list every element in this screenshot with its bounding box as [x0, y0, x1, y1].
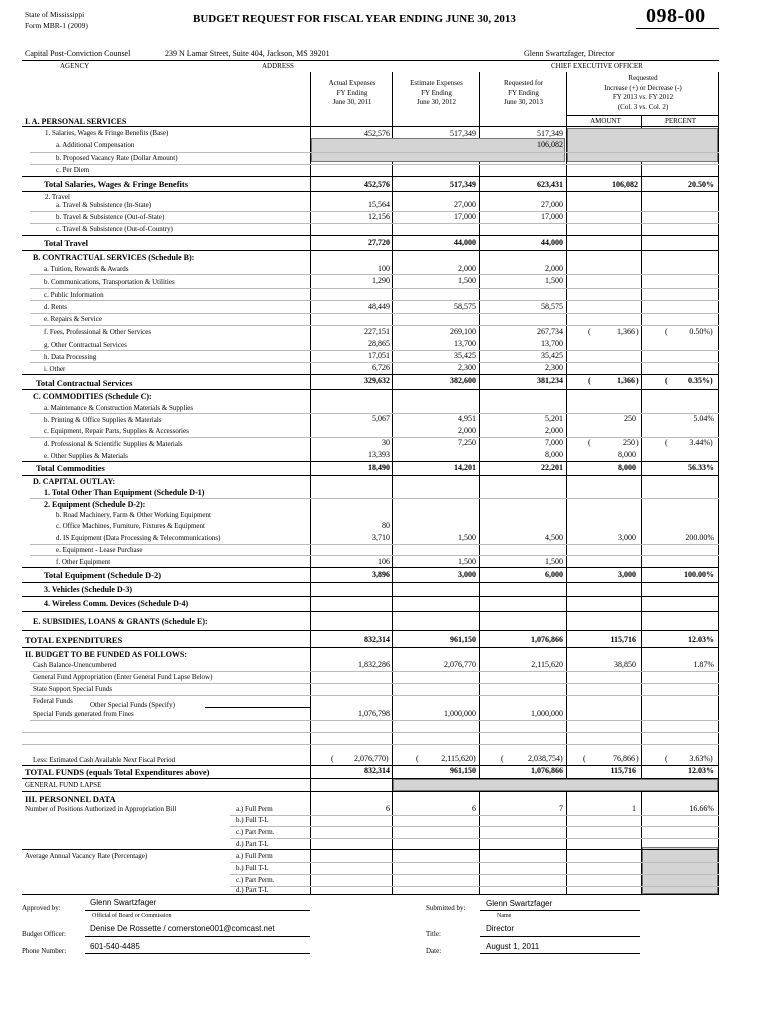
- cell: 1,076,866: [531, 766, 563, 775]
- cell: 452,576: [364, 129, 390, 138]
- cell: 8,000: [618, 450, 636, 459]
- cell: 100.00%: [684, 570, 714, 579]
- cell: 5,067: [372, 414, 390, 423]
- cell: 2,076,770: [354, 754, 386, 763]
- budget-officer-label: Budget Officer:: [22, 930, 66, 938]
- cell: 5.04%: [693, 414, 714, 423]
- cell: 1,290: [372, 276, 390, 285]
- cell: 5,201: [545, 414, 563, 423]
- row-pos-b-label: b.) Full T-L: [236, 816, 269, 824]
- row-vacancy-rate-label: Average Annual Vacancy Rate (Percentage): [25, 852, 148, 860]
- cell: 4,500: [545, 533, 563, 542]
- cell: 3,896: [372, 570, 390, 579]
- shaded-box: [393, 779, 718, 791]
- row-equipment-label: 2. Equipment (Schedule D-2):: [44, 500, 146, 509]
- paren: ): [636, 327, 639, 336]
- cell: 6,726: [372, 363, 390, 372]
- cell: 35,425: [454, 351, 476, 360]
- row-printing-label: b. Printing & Office Supplies & Materials: [44, 416, 162, 424]
- row-office-mach-label: c. Office Machines, Furniture, Fixtures & Equipment: [56, 522, 205, 530]
- cell: 38,850: [614, 660, 636, 669]
- agency-caption: AGENCY: [60, 62, 90, 70]
- paren: (: [665, 376, 668, 385]
- cell: 100: [378, 264, 390, 273]
- cell: 115,716: [610, 766, 636, 775]
- agency-address: 239 N Lamar Street, Suite 404, Jackson, MS 39201: [165, 49, 330, 58]
- section-funded: II. BUDGET TO BE FUNDED AS FOLLOWS:: [25, 650, 188, 659]
- section-commodities: C. COMMODITIES (Schedule C):: [33, 392, 152, 401]
- cell: 17,000: [541, 212, 563, 221]
- cell: 1,366: [617, 376, 635, 385]
- cell: 56.33%: [688, 463, 714, 472]
- row-repairs-label: e. Repairs & Service: [44, 315, 102, 323]
- cell: 76,866: [613, 754, 635, 763]
- paren: (: [665, 438, 668, 447]
- row-addl-comp-label: a. Additional Compensation: [56, 141, 135, 149]
- cell: 3,000: [618, 570, 636, 579]
- paren: ): [386, 754, 389, 763]
- col-estimate-header: Estimate Expenses FY Ending June 30, 2012: [410, 79, 463, 106]
- submitted-by-value: Glenn Swartzfager: [486, 899, 553, 908]
- cell: 12.03%: [688, 635, 714, 644]
- header-rule: [22, 60, 719, 61]
- cell: 832,314: [364, 766, 390, 775]
- paren: ): [560, 754, 563, 763]
- paren: (: [665, 754, 668, 763]
- paren: (: [588, 327, 591, 336]
- cell: 7: [559, 804, 563, 813]
- paren: ): [636, 438, 639, 447]
- cell: 0.50%: [689, 327, 710, 336]
- cell: 4,951: [458, 414, 476, 423]
- cell: 20.50%: [688, 180, 714, 189]
- row-per-diem-label: c. Per Diem: [56, 166, 90, 174]
- cell: 2,000: [458, 264, 476, 273]
- cell: 58,575: [541, 302, 563, 311]
- row-cash-bal-label: Cash Balance-Unencumbered: [33, 661, 117, 669]
- row-rents-label: d. Rents: [44, 303, 67, 311]
- cell: 14,201: [454, 463, 476, 472]
- cell: 2,000: [545, 264, 563, 273]
- cell: 17,000: [454, 212, 476, 221]
- paren: ): [710, 438, 713, 447]
- phone-value: 601-540-4485: [90, 942, 140, 951]
- form-id: Form MBR-1 (2009): [25, 21, 88, 30]
- row-pos-c-label: c.) Part Perm.: [236, 828, 275, 836]
- row-less-est-label: Less: Estimated Cash Available Next Fiscal Period: [33, 756, 176, 764]
- row-pos-c-label: c.) Part Perm.: [236, 876, 275, 884]
- shaded-box: [567, 128, 718, 162]
- cell: 2,000: [545, 426, 563, 435]
- section-personnel: III. PERSONNEL DATA: [25, 794, 116, 804]
- cell: 200.00%: [685, 533, 714, 542]
- cell: 13,700: [454, 339, 476, 348]
- cell: 329,632: [364, 376, 390, 385]
- paren: (: [588, 438, 591, 447]
- cell: 6: [472, 804, 476, 813]
- cell: 48,449: [368, 302, 390, 311]
- cell: 382,600: [450, 376, 476, 385]
- row-other-special-label: Other Special Funds (Specify): [90, 701, 175, 709]
- cell: 106,082: [537, 140, 563, 149]
- cell: 961,150: [450, 635, 476, 644]
- cell: 8,000: [545, 450, 563, 459]
- row-wireless-label: 4. Wireless Comm. Devices (Schedule D-4): [44, 599, 189, 608]
- section-subsidies: E. SUBSIDIES, LOANS & GRANTS (Schedule E):: [33, 617, 208, 626]
- row-salaries-label: 1. Salaries, Wages & Fringe Benefits (Base): [45, 129, 169, 137]
- cell: 13,700: [541, 339, 563, 348]
- cell: 1,000,000: [531, 709, 563, 718]
- section-capital: D. CAPITAL OUTLAY:: [33, 477, 116, 486]
- paren: ): [710, 754, 713, 763]
- title-label: Title:: [426, 930, 441, 938]
- row-gf-lapse-label: GENERAL FUND LAPSE: [25, 781, 102, 789]
- row-total-funds-label: TOTAL FUNDS (equals Total Expenditures above): [25, 767, 210, 777]
- row-equip-repair-label: c. Equipment, Repair Parts, Supplies & Accessories: [44, 427, 189, 435]
- date-value: August 1, 2011: [486, 942, 540, 951]
- row-public-info-label: c. Public Information: [44, 291, 104, 299]
- cell: 28,865: [368, 339, 390, 348]
- cell: 1,076,798: [358, 709, 390, 718]
- cell: 1,000,000: [444, 709, 476, 718]
- col-actual-header: Actual Expenses FY Ending June 30, 2011: [328, 79, 376, 106]
- paren: ): [473, 754, 476, 763]
- agency-name: Capital Post-Conviction Counsel: [25, 49, 131, 58]
- approved-by-caption: Official of Board or Commission: [92, 913, 172, 919]
- paren: (: [583, 754, 586, 763]
- cell: 1,500: [458, 276, 476, 285]
- cell: 517,349: [450, 129, 476, 138]
- col-requested-header: Requested for FY Ending June 30, 2013: [503, 79, 544, 106]
- row-travel-out-label: b. Travel & Subsistence (Out-of-State): [56, 213, 165, 221]
- paren: ): [636, 376, 639, 385]
- row-vacancy-label: b. Proposed Vacancy Rate (Dollar Amount): [56, 154, 178, 162]
- title-value: Director: [486, 924, 515, 933]
- row-other-i-label: i. Other: [44, 365, 66, 373]
- cell: 15,564: [368, 200, 390, 209]
- cell: 832,314: [364, 635, 390, 644]
- cell: 3,710: [372, 533, 390, 542]
- cell: 1.87%: [693, 660, 714, 669]
- row-travel-in-label: a. Travel & Subsistence (In-State): [56, 201, 152, 209]
- row-travel-country-label: c. Travel & Subsistence (Out-of-Country): [56, 225, 173, 233]
- row-other-than-equip-label: 1. Total Other Than Equipment (Schedule D-1): [44, 488, 205, 497]
- cell: 6,000: [545, 570, 563, 579]
- cell: 115,716: [610, 635, 636, 644]
- cell: 2,115,620: [531, 660, 563, 669]
- cell: 27,720: [368, 238, 390, 247]
- cell: 1,500: [458, 557, 476, 566]
- cell: 517,349: [537, 129, 563, 138]
- cell: 1,366: [617, 327, 635, 336]
- col-change-header: Requested Increase (+) or Decrease (-) FY 2013 vs. FY 2012 (Col. 3 vs. Col. 2): [604, 74, 682, 111]
- cell: 27,000: [454, 200, 476, 209]
- officer-caption: CHIEF EXECUTIVE OFFICER: [551, 62, 643, 70]
- row-pos-d-label: d.) Part T-L: [236, 840, 269, 848]
- row-total-comm-label: Total Commodities: [36, 463, 105, 473]
- cell: 3.63%: [689, 754, 710, 763]
- paren: (: [588, 376, 591, 385]
- cell: 2,300: [458, 363, 476, 372]
- row-vehicles-label: 3. Vehicles (Schedule D-3): [44, 585, 132, 594]
- paren: ): [710, 376, 713, 385]
- row-fees-label: f. Fees, Professional & Other Services: [44, 328, 152, 336]
- submitted-by-caption: Name: [497, 913, 512, 919]
- cell: 3,000: [618, 533, 636, 542]
- col-amount-header: AMOUNT: [590, 117, 621, 125]
- budget-officer-value: Denise De Rossette / cornerstone001@comcast.net: [90, 924, 275, 933]
- row-gen-fund-label: General Fund Appropriation (Enter General Fund Lapse Below): [33, 673, 213, 681]
- cell: 13,393: [368, 450, 390, 459]
- row-travel-label: 2. Travel: [45, 193, 70, 201]
- cell: 58,575: [454, 302, 476, 311]
- cell: 452,576: [364, 180, 390, 189]
- row-total-contr-label: Total Contractual Services: [36, 378, 133, 388]
- paren: ): [636, 754, 639, 763]
- row-other-equip-label: f. Other Equipment: [56, 558, 111, 566]
- cell: 1,076,866: [531, 635, 563, 644]
- chief-officer: Glenn Swartzfager, Director: [524, 49, 615, 58]
- cell: 2,000: [458, 426, 476, 435]
- cell: 1: [632, 804, 636, 813]
- paren: (: [501, 754, 504, 763]
- cell: 961,150: [450, 766, 476, 775]
- cell: 30: [382, 438, 390, 447]
- cell: 106: [378, 557, 390, 566]
- section-contractual: B. CONTRACTUAL SERVICES (Schedule B):: [33, 253, 195, 262]
- cell: 3.44%: [689, 438, 710, 447]
- cell: 6: [386, 804, 390, 813]
- cell: 227,151: [364, 327, 390, 336]
- state-label: State of Mississippi: [25, 10, 85, 19]
- row-federal-label: Federal Funds: [33, 697, 73, 705]
- row-data-proc-label: h. Data Processing: [44, 353, 97, 361]
- row-lease-label: e. Equipment - Lease Purchase: [56, 546, 143, 554]
- cell: 250: [624, 414, 636, 423]
- cell: 16.66%: [689, 804, 714, 813]
- cell: 1,500: [545, 276, 563, 285]
- row-total-salaries-label: Total Salaries, Wages & Fringe Benefits: [44, 179, 189, 189]
- address-caption: ADDRESS: [262, 62, 294, 70]
- row-pos-a-label: a.) Full Perm: [236, 805, 273, 813]
- row-total-travel-label: Total Travel: [44, 238, 88, 248]
- row-pos-a-label: a.) Full Perm: [236, 852, 273, 860]
- cell: 2,038,754: [528, 754, 560, 763]
- paren: ): [710, 327, 713, 336]
- row-pos-b-label: b.) Full T-L: [236, 864, 269, 872]
- cell: 381,234: [537, 376, 563, 385]
- row-maint-label: a. Maintenance & Construction Materials & Supplies: [44, 404, 194, 412]
- cell: 7,000: [545, 438, 563, 447]
- cell: 250: [623, 438, 635, 447]
- col-percent-header: PERCENT: [664, 117, 697, 125]
- phone-label: Phone Number:: [22, 947, 67, 955]
- row-positions-label: Number of Positions Authorized in Appropriation Bill: [25, 805, 177, 813]
- paren: (: [416, 754, 419, 763]
- row-pos-d-label: d.) Part T-L: [236, 886, 269, 894]
- cell: 1,832,286: [358, 660, 390, 669]
- cell: 80: [382, 521, 390, 530]
- cell: 267,734: [537, 327, 563, 336]
- cell: 623,431: [537, 180, 563, 189]
- cell: 18,490: [368, 463, 390, 472]
- cell: 269,100: [450, 327, 476, 336]
- paren: (: [331, 754, 334, 763]
- row-tuition-label: a. Tuition, Rewards & Awards: [44, 265, 129, 273]
- row-state-support-label: State Support Special Funds: [33, 685, 113, 693]
- paren: (: [665, 327, 668, 336]
- cell: 22,201: [541, 463, 563, 472]
- date-label: Date:: [426, 947, 442, 955]
- row-total-equip-label: Total Equipment (Schedule D-2): [44, 570, 162, 580]
- cell: 106,082: [612, 180, 638, 189]
- cell: 35,425: [541, 351, 563, 360]
- agency-code: 098-00: [646, 5, 706, 27]
- cell: 17,051: [368, 351, 390, 360]
- cell: 27,000: [541, 200, 563, 209]
- cell: 44,000: [541, 238, 563, 247]
- agency-code-underline: [636, 28, 719, 29]
- cell: 1,500: [458, 533, 476, 542]
- cell: 12,156: [368, 212, 390, 221]
- approved-by-value: Glenn Swartzfager: [90, 898, 157, 907]
- row-comm-label: b. Communications, Transportation & Utilities: [44, 278, 175, 286]
- cell: 517,349: [450, 180, 476, 189]
- row-total-exp-label: TOTAL EXPENDITURES: [25, 635, 123, 645]
- cell: 2,076,770: [444, 660, 476, 669]
- cell: 2,115,620: [441, 754, 473, 763]
- cell: 8,000: [618, 463, 636, 472]
- cell: 0.35%: [688, 376, 710, 385]
- row-prof-sci-label: d. Professional & Scientific Supplies & Materials: [44, 440, 183, 448]
- page-title: BUDGET REQUEST FOR FISCAL YEAR ENDING JUNE 30, 2013: [193, 13, 516, 25]
- section-personal-services: I. A. PERSONAL SERVICES: [25, 117, 127, 126]
- cell: 2,300: [545, 363, 563, 372]
- cell: 12.03%: [688, 766, 714, 775]
- row-other-supplies-label: e. Other Supplies & Materials: [44, 452, 128, 460]
- row-other-contr-label: g. Other Contractual Services: [44, 341, 127, 349]
- cell: 1,500: [545, 557, 563, 566]
- row-is-equip-label: d. IS Equipment (Data Processing & Telecommunications): [56, 534, 221, 542]
- row-road-mach-label: b. Road Machinery, Farm & Other Working Equipment: [56, 511, 211, 519]
- submitted-by-label: Submitted by:: [426, 904, 466, 912]
- approved-by-label: Approved by:: [22, 904, 61, 912]
- cell: 44,000: [454, 238, 476, 247]
- cell: 7,250: [458, 438, 476, 447]
- row-special-fines-label: Special Funds generated from Fines: [33, 710, 134, 718]
- cell: 3,000: [458, 570, 476, 579]
